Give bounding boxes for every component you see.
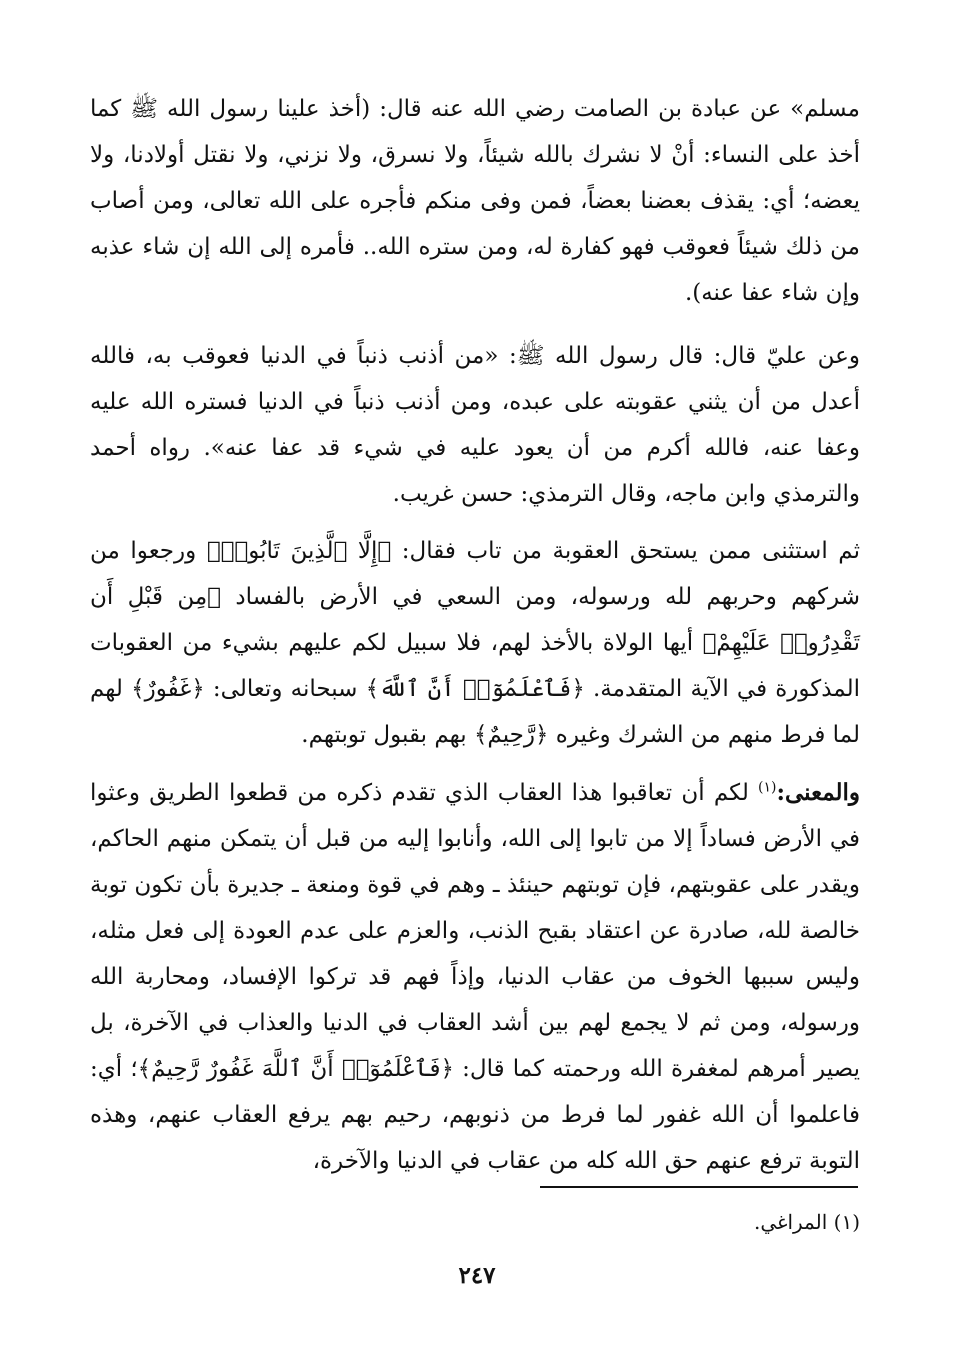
footnote-text: المراغي. — [753, 1210, 828, 1234]
footnote — [754, 1208, 860, 1236]
meaning-heading: والمعنى: — [776, 779, 860, 806]
page-number: ٢٤٧ — [458, 1262, 496, 1289]
paragraph-hadith-ubada: مسلم» عن عبادة بن الصامت رضي الله عنه قال: (أخذ علينا رسول الله ﷺ كما أخذ على النساء: أنْ لا نشرك بالله شيئاً، ولا نسرق، ولا نزني، ولا نقتل أولادنا، ولا يعضه؛ أي: يقذف بعضنا بعضاً، فمن وفى منكم فأجره على الله تعالى، ومن أصاب من ذلك شيئاً فعوقب فهو كفارة له، ومن ستره الله.. فأمره إلى الله إن شاء عذبه وإن شاء عفا عنه). — [90, 96, 860, 306]
paragraph-text: بهم بقبول توبتهم. — [301, 722, 474, 748]
quran-quote: ﴿رَّحِيمٌ﴾ — [473, 722, 549, 748]
paragraph-text: لهم لما فرط منهم من الشرك وغيره — [90, 676, 860, 748]
quran-quote: ﴿إِلَّا ٱلَّذِينَ تَابُوا۟﴾ — [206, 538, 392, 564]
paragraph-text: ؛ أي: فاعلموا أن الله غفور لما فرط من ذنوبهم، رحيم بهم يرفع العقاب عنهم، وهذه التوبة ترفع عنهم حق الله كله من عقاب في الدنيا والآخرة، — [90, 1056, 860, 1174]
paragraph-text: سبحانه وتعالى: — [204, 676, 366, 702]
paragraph-text: أيها الولاة بالأخذ لهم، فلا سبيل لكم عليهم بشيء من العقوبات المذكورة في الآية المتقدمة. — [90, 630, 861, 702]
quran-quote: ﴿مِن قَبْلِ أَن تَقْدِرُوا۟ عَلَيْهِمْ﴾ — [90, 584, 860, 656]
paragraph-meaning — [90, 770, 860, 1184]
footnote-reference: (١) — [758, 779, 777, 796]
paragraph-exception-repentance — [90, 528, 860, 758]
footnote-number: (١) — [833, 1210, 860, 1234]
footnote-divider — [540, 1186, 858, 1188]
paragraph-text: ثم استثنى ممن يستحق العقوبة من تاب فقال: — [391, 538, 861, 564]
quran-quote: ﴿فَٱعْلَمُوٓا۟ أَنَّ ٱللَّهَ غَفُورٌ رَّحِيمٌ﴾ — [137, 1056, 454, 1082]
quran-quote: ﴿فَٱعْلَمُوٓا۟ أَنَّ ٱللَّهَ﴾ — [365, 676, 585, 702]
paragraph-hadith-ali: وعن عليّ قال: قال رسول الله ﷺ: «من أذنب ذنباً في الدنيا فعوقب به، فالله أعدل من أن يثني عقوبته على عبده، ومن أذنب ذنباً في الدنيا فستره الله عليه وعفا عنه، فالله أكرم من أن يعود عليه في شيء قد عفا عنه». رواه أحمد والترمذي وابن ماجه، وقال الترمذي: حسن غريب. — [90, 343, 860, 507]
quran-quote: ﴿غَفُورٌ﴾ — [131, 676, 205, 702]
paragraph-text: لكم أن تعاقبوا هذا العقاب الذي تقدم ذكره من قطعوا الطريق وعثوا في الأرض فساداً إلا من تابوا إلى الله، وأنابوا إليه من قبل أن يتمكن منهم الحاكم، ويقدر على عقوبتهم، فإن توبتهم حينئذ ـ وهم في قوة ومنعة ـ جديرة بأن تكون توبة خالصة لله، صادرة عن اعتقاد بقبح الذنب، والعزم على عدم العودة إلى فعل مثله، وليس سببها الخوف من عقاب الدنيا، وإذاً فهم قد تركوا الإفساد، ومحاربة الله ورسوله، ومن ثم لا يجمع لهم بين أشد العقاب في الدنيا والعذاب في الآخرة، بل يصير أمرهم لمغفرة الله ورحمته كما قال: — [90, 780, 860, 1082]
paragraph-text: ورجعوا من شركهم وحربهم لله ورسوله، ومن السعي في الأرض بالفساد — [90, 538, 860, 610]
